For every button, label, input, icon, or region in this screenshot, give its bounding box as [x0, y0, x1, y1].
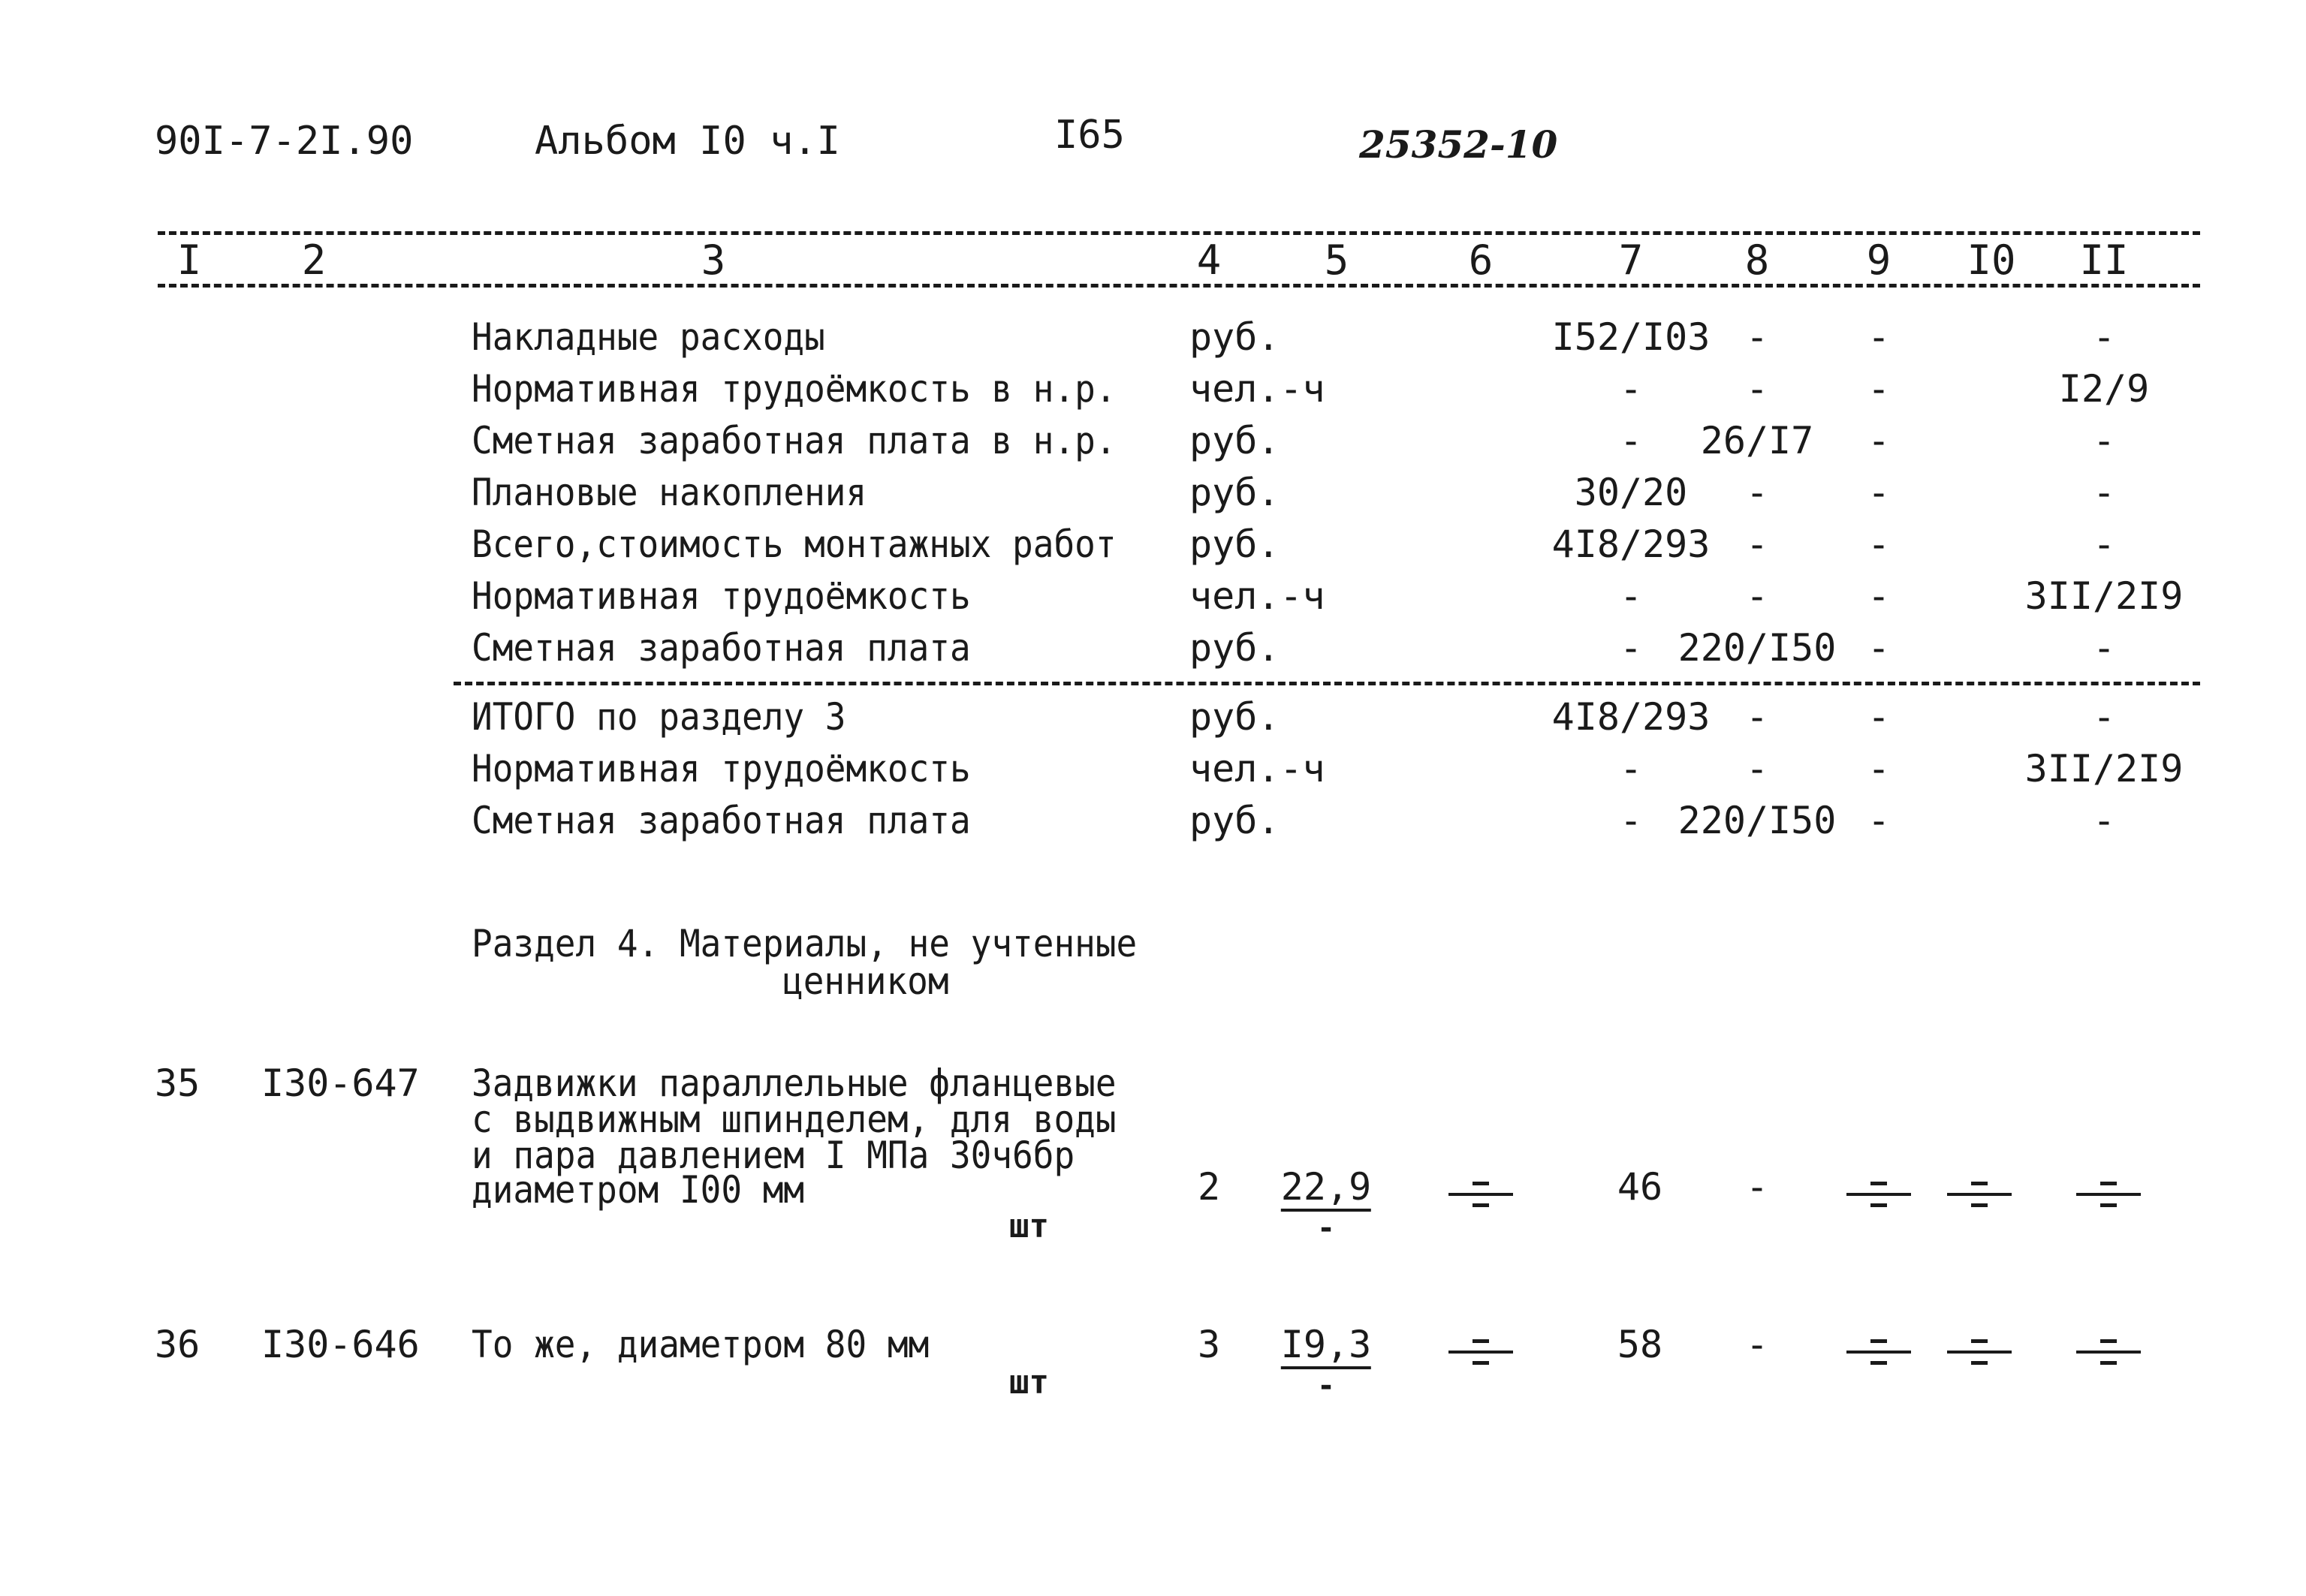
- row-unit: руб.: [1189, 315, 1280, 359]
- totals-rule: [454, 682, 2200, 685]
- row-col8: -: [1745, 695, 1769, 739]
- row-unit: руб.: [1189, 799, 1280, 842]
- row-col7: I52/I03: [1551, 315, 1711, 359]
- row-unit: чел.-ч: [1189, 747, 1325, 790]
- row-col11: -: [2092, 695, 2116, 739]
- col-header-3: 3: [701, 236, 726, 284]
- row-col9: -: [1867, 574, 1891, 618]
- item-col8: -: [1745, 1323, 1769, 1366]
- row-col7: -: [1619, 367, 1643, 411]
- row-label: Сметная заработная плата: [472, 799, 971, 842]
- col-header-7: 7: [1618, 236, 1644, 284]
- dash-mark: [1971, 1203, 1988, 1207]
- row-col11: -: [2092, 471, 2116, 514]
- item-quantity: 3: [1197, 1323, 1221, 1366]
- item-total: 46: [1617, 1165, 1663, 1209]
- item-number: 36: [155, 1323, 200, 1366]
- item-quantity: 2: [1197, 1165, 1221, 1209]
- col-header-2: 2: [301, 236, 327, 284]
- col-header-4: 4: [1196, 236, 1222, 284]
- item-number: 35: [155, 1061, 200, 1105]
- item-total: 58: [1617, 1323, 1663, 1366]
- section-title: Раздел 4. Материалы, не учтенные: [472, 922, 1138, 965]
- handwritten-number: 25352-10: [1359, 122, 1558, 167]
- row-col9: -: [1867, 626, 1891, 670]
- dash-mark: [1870, 1361, 1887, 1365]
- row-unit: руб.: [1189, 695, 1280, 739]
- col-header-6: 6: [1468, 236, 1494, 284]
- row-col11: -: [2092, 799, 2116, 842]
- item-col10: [1947, 1182, 2012, 1207]
- item-price-denominator: -: [1316, 1211, 1336, 1245]
- row-col9: -: [1867, 799, 1891, 842]
- item-desc-line: То же, диаметром 80 мм: [472, 1323, 930, 1366]
- row-col8: -: [1745, 315, 1769, 359]
- item-col11: [2076, 1339, 2141, 1365]
- row-col7: -: [1619, 747, 1643, 790]
- row-col7: 30/20: [1574, 471, 1688, 514]
- album-label: Альбом I0 ч.I: [535, 119, 840, 164]
- row-label: Сметная заработная плата: [472, 626, 971, 670]
- row-col11: 3II/2I9: [2024, 574, 2184, 618]
- dash-mark: [1870, 1203, 1887, 1207]
- row-label: Нормативная трудоёмкость: [472, 747, 971, 790]
- item-price: [1280, 1323, 1372, 1403]
- dash-mark: [1870, 1339, 1887, 1343]
- row-col11: -: [2092, 315, 2116, 359]
- dash-mark: [2100, 1361, 2117, 1365]
- item-col6: [1448, 1182, 1513, 1207]
- row-col9: -: [1867, 522, 1891, 566]
- row-label: Всего,стоимость монтажных работ: [472, 522, 1117, 566]
- dash-mark: [1473, 1361, 1489, 1365]
- col-header-9: 9: [1866, 236, 1892, 284]
- row-col8: -: [1745, 574, 1769, 618]
- col-header-8: 8: [1744, 236, 1770, 284]
- row-col9: -: [1867, 419, 1891, 462]
- item-col9: [1846, 1182, 1911, 1207]
- fraction-bar: [1448, 1193, 1513, 1196]
- item-code: I30-647: [261, 1061, 420, 1105]
- row-col7: -: [1619, 626, 1643, 670]
- section-title-continuation: ценником: [782, 959, 949, 1003]
- row-col8: 220/I50: [1678, 626, 1837, 670]
- fraction-bar: [2076, 1351, 2141, 1354]
- row-label: Нормативная трудоёмкость: [472, 574, 971, 618]
- row-label: Накладные расходы: [472, 315, 825, 359]
- row-col7: -: [1619, 419, 1643, 462]
- fraction-bar: [1846, 1193, 1911, 1196]
- col-header-1: I: [176, 236, 202, 284]
- col-header-11: II: [2079, 236, 2129, 284]
- item-desc-line: с выдвижным шпинделем, для воды: [472, 1098, 1117, 1141]
- col-header-5: 5: [1324, 236, 1349, 284]
- row-unit: руб.: [1189, 419, 1280, 462]
- item-price: [1280, 1165, 1372, 1245]
- fraction-bar: [1947, 1351, 2012, 1354]
- dash-mark: [1473, 1203, 1489, 1207]
- row-col9: -: [1867, 471, 1891, 514]
- fraction-bar: [2076, 1193, 2141, 1196]
- row-label: Сметная заработная плата в н.р.: [472, 419, 1117, 462]
- row-col11: 3II/2I9: [2024, 747, 2184, 790]
- fraction-bar: [1846, 1351, 1911, 1354]
- item-col9: [1846, 1339, 1911, 1365]
- row-label: Нормативная трудоёмкость в н.р.: [472, 367, 1117, 411]
- row-col7: 4I8/293: [1551, 695, 1711, 739]
- item-price-value: 22,9: [1280, 1165, 1372, 1209]
- row-unit: руб.: [1189, 522, 1280, 566]
- dash-mark: [2100, 1182, 2117, 1185]
- dash-mark: [1473, 1182, 1489, 1185]
- item-desc-line: Задвижки параллельные фланцевые: [472, 1061, 1117, 1105]
- dash-mark: [2100, 1203, 2117, 1207]
- row-col7: 4I8/293: [1551, 522, 1711, 566]
- doc-code: 90I-7-2I.90: [155, 119, 414, 164]
- row-unit: чел.-ч: [1189, 367, 1325, 411]
- item-desc-line: и пара давлением I МПа 30ч6бр: [472, 1134, 1075, 1177]
- row-unit: руб.: [1189, 626, 1280, 670]
- fraction-bar: [1947, 1193, 2012, 1196]
- item-code: I30-646: [261, 1323, 420, 1366]
- row-col8: -: [1745, 522, 1769, 566]
- header-top-rule: [158, 231, 2200, 235]
- dash-mark: [1971, 1339, 1988, 1343]
- row-col7: -: [1619, 799, 1643, 842]
- item-col8: -: [1745, 1165, 1769, 1209]
- item-col10: [1947, 1339, 2012, 1365]
- row-col8: -: [1745, 471, 1769, 514]
- header-bottom-rule: [158, 284, 2200, 288]
- row-col8: -: [1745, 747, 1769, 790]
- item-col6: [1448, 1339, 1513, 1365]
- dash-mark: [1971, 1182, 1988, 1185]
- dash-mark: [2100, 1339, 2117, 1343]
- row-col11: -: [2092, 626, 2116, 670]
- row-col11: -: [2092, 522, 2116, 566]
- row-col11: I2/9: [2058, 367, 2150, 411]
- item-price-value: I9,3: [1280, 1323, 1372, 1366]
- item-col11: [2076, 1182, 2141, 1207]
- item-price-denominator: -: [1316, 1369, 1336, 1403]
- row-col9: -: [1867, 315, 1891, 359]
- row-col8: 26/I7: [1700, 419, 1814, 462]
- item-unit: шт: [1009, 1207, 1049, 1245]
- row-col11: -: [2092, 419, 2116, 462]
- row-col9: -: [1867, 695, 1891, 739]
- row-col9: -: [1867, 747, 1891, 790]
- row-col7: -: [1619, 574, 1643, 618]
- dash-mark: [1473, 1339, 1489, 1343]
- row-label: Плановые накопления: [472, 471, 867, 514]
- row-col8: -: [1745, 367, 1769, 411]
- item-desc-line: диаметром I00 мм: [472, 1168, 805, 1212]
- col-header-10: I0: [1967, 236, 2016, 284]
- item-unit: шт: [1009, 1363, 1049, 1402]
- page-number: I65: [1054, 113, 1125, 158]
- row-col8: 220/I50: [1678, 799, 1837, 842]
- row-unit: чел.-ч: [1189, 574, 1325, 618]
- row-label: ИТОГО по разделу 3: [472, 695, 846, 739]
- fraction-bar: [1448, 1351, 1513, 1354]
- row-col9: -: [1867, 367, 1891, 411]
- dash-mark: [1870, 1182, 1887, 1185]
- dash-mark: [1971, 1361, 1988, 1365]
- row-unit: руб.: [1189, 471, 1280, 514]
